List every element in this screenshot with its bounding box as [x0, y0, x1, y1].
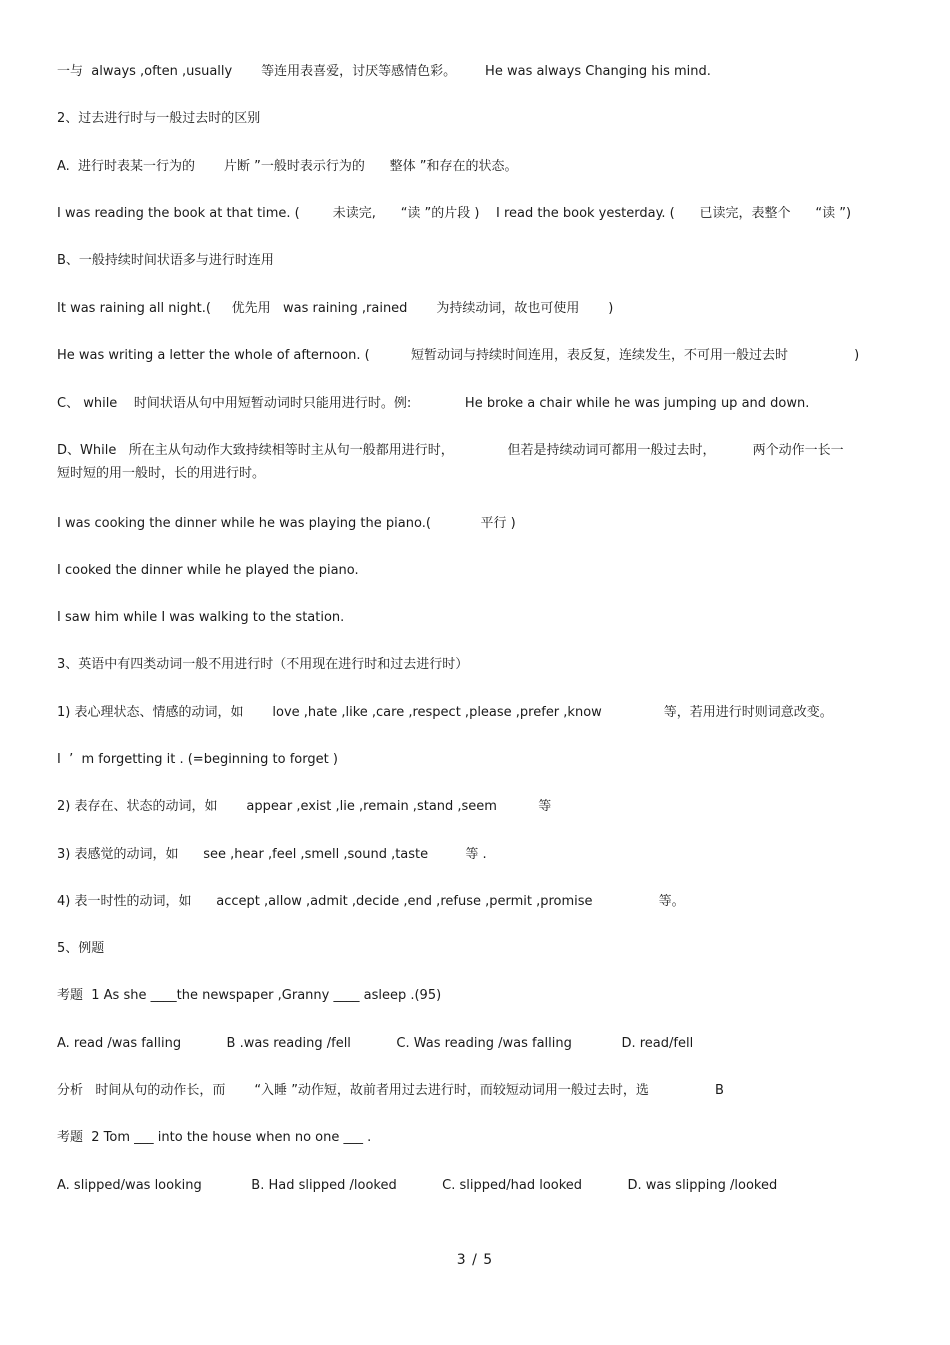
text-line: A. 进行时表某一行为的 片断 ”一般时表示行为的 整体 ”和存在的状态。: [57, 159, 518, 174]
text-line: B、一般持续时间状语多与进行时连用: [57, 253, 274, 268]
text-line: I cooked the dinner while he played the piano.: [57, 563, 359, 578]
text-line: 3) 表感觉的动词，如 see ,hear ,feel ,smell ,sound ,taste 等 .: [57, 847, 487, 862]
text-line: D、While 所在主从句动作大致持续相等时主从句一般都用进行时， 但若是持续动词可都用一般过去时， 两个动作一长一: [57, 443, 844, 458]
page-number: 3 / 5: [456, 1252, 494, 1268]
text-line: I ’ m forgetting it . (=beginning to forget ): [57, 752, 338, 767]
text-line: He was writing a letter the whole of afternoon. ( 短暂动词与持续时间连用，表反复，连续发生，不可用一般过去时 ): [57, 348, 860, 363]
text-line: I saw him while I was walking to the station.: [57, 610, 345, 625]
text-line: 4) 表一时性的动词，如 accept ,allow ,admit ,decide ,end ,refuse ,permit ,promise 等。: [57, 894, 685, 909]
answer-options: A. read /was falling B .was reading /fell C. Was reading /was falling D. read/fell: [57, 1036, 694, 1051]
section-heading: 2、过去进行时与一般过去时的区别: [57, 111, 261, 126]
section-heading: 5、例题: [57, 941, 105, 956]
text-line: 2) 表存在、状态的动词，如 appear ,exist ,lie ,remain ,stand ,seem 等: [57, 799, 552, 814]
answer-options: A. slipped/was looking B. Had slipped /looked C. slipped/had looked D. was slipping /looked: [57, 1178, 778, 1193]
text-line: I was cooking the dinner while he was playing the piano.( 平行 ): [57, 516, 516, 531]
text-line: C、 while 时间状语从句中用短暂动词时只能用进行时。例: He broke a chair while he was jumping up and down.: [57, 396, 810, 411]
text-line: 短时短的用一般时，长的用进行时。: [57, 466, 266, 481]
text-line: It was raining all night.( 优先用 was raining ,rained 为持续动词，故也可使用 ): [57, 301, 614, 316]
text-line: 1) 表心理状态、情感的动词，如 love ,hate ,like ,care ,respect ,please ,prefer ,know 等，若用进行时则词意改变。: [57, 705, 833, 720]
text-line: 分析 时间从句的动作长，而 “入睡 ”动作短，故前者用过去进行时，而较短动词用一般过去时，选 B: [57, 1083, 724, 1098]
text-line: 考题 2 Tom ___ into the house when no one ___ .: [57, 1130, 372, 1145]
section-heading: 3、英语中有四类动词一般不用进行时（不用现在进行时和过去进行时）: [57, 657, 469, 672]
text-line: 一与 always ,often ,usually 等连用表喜爱，讨厌等感情色彩。 He was always Changing his mind.: [57, 64, 711, 79]
text-line: I was reading the book at that time. ( 未读完, “读 ”的片段 ) I read the book yesterday. ( 已读完，表整个 “读 ”): [57, 206, 852, 221]
text-line: 考题 1 As she ____the newspaper ,Granny ____ asleep .(95): [57, 988, 442, 1003]
